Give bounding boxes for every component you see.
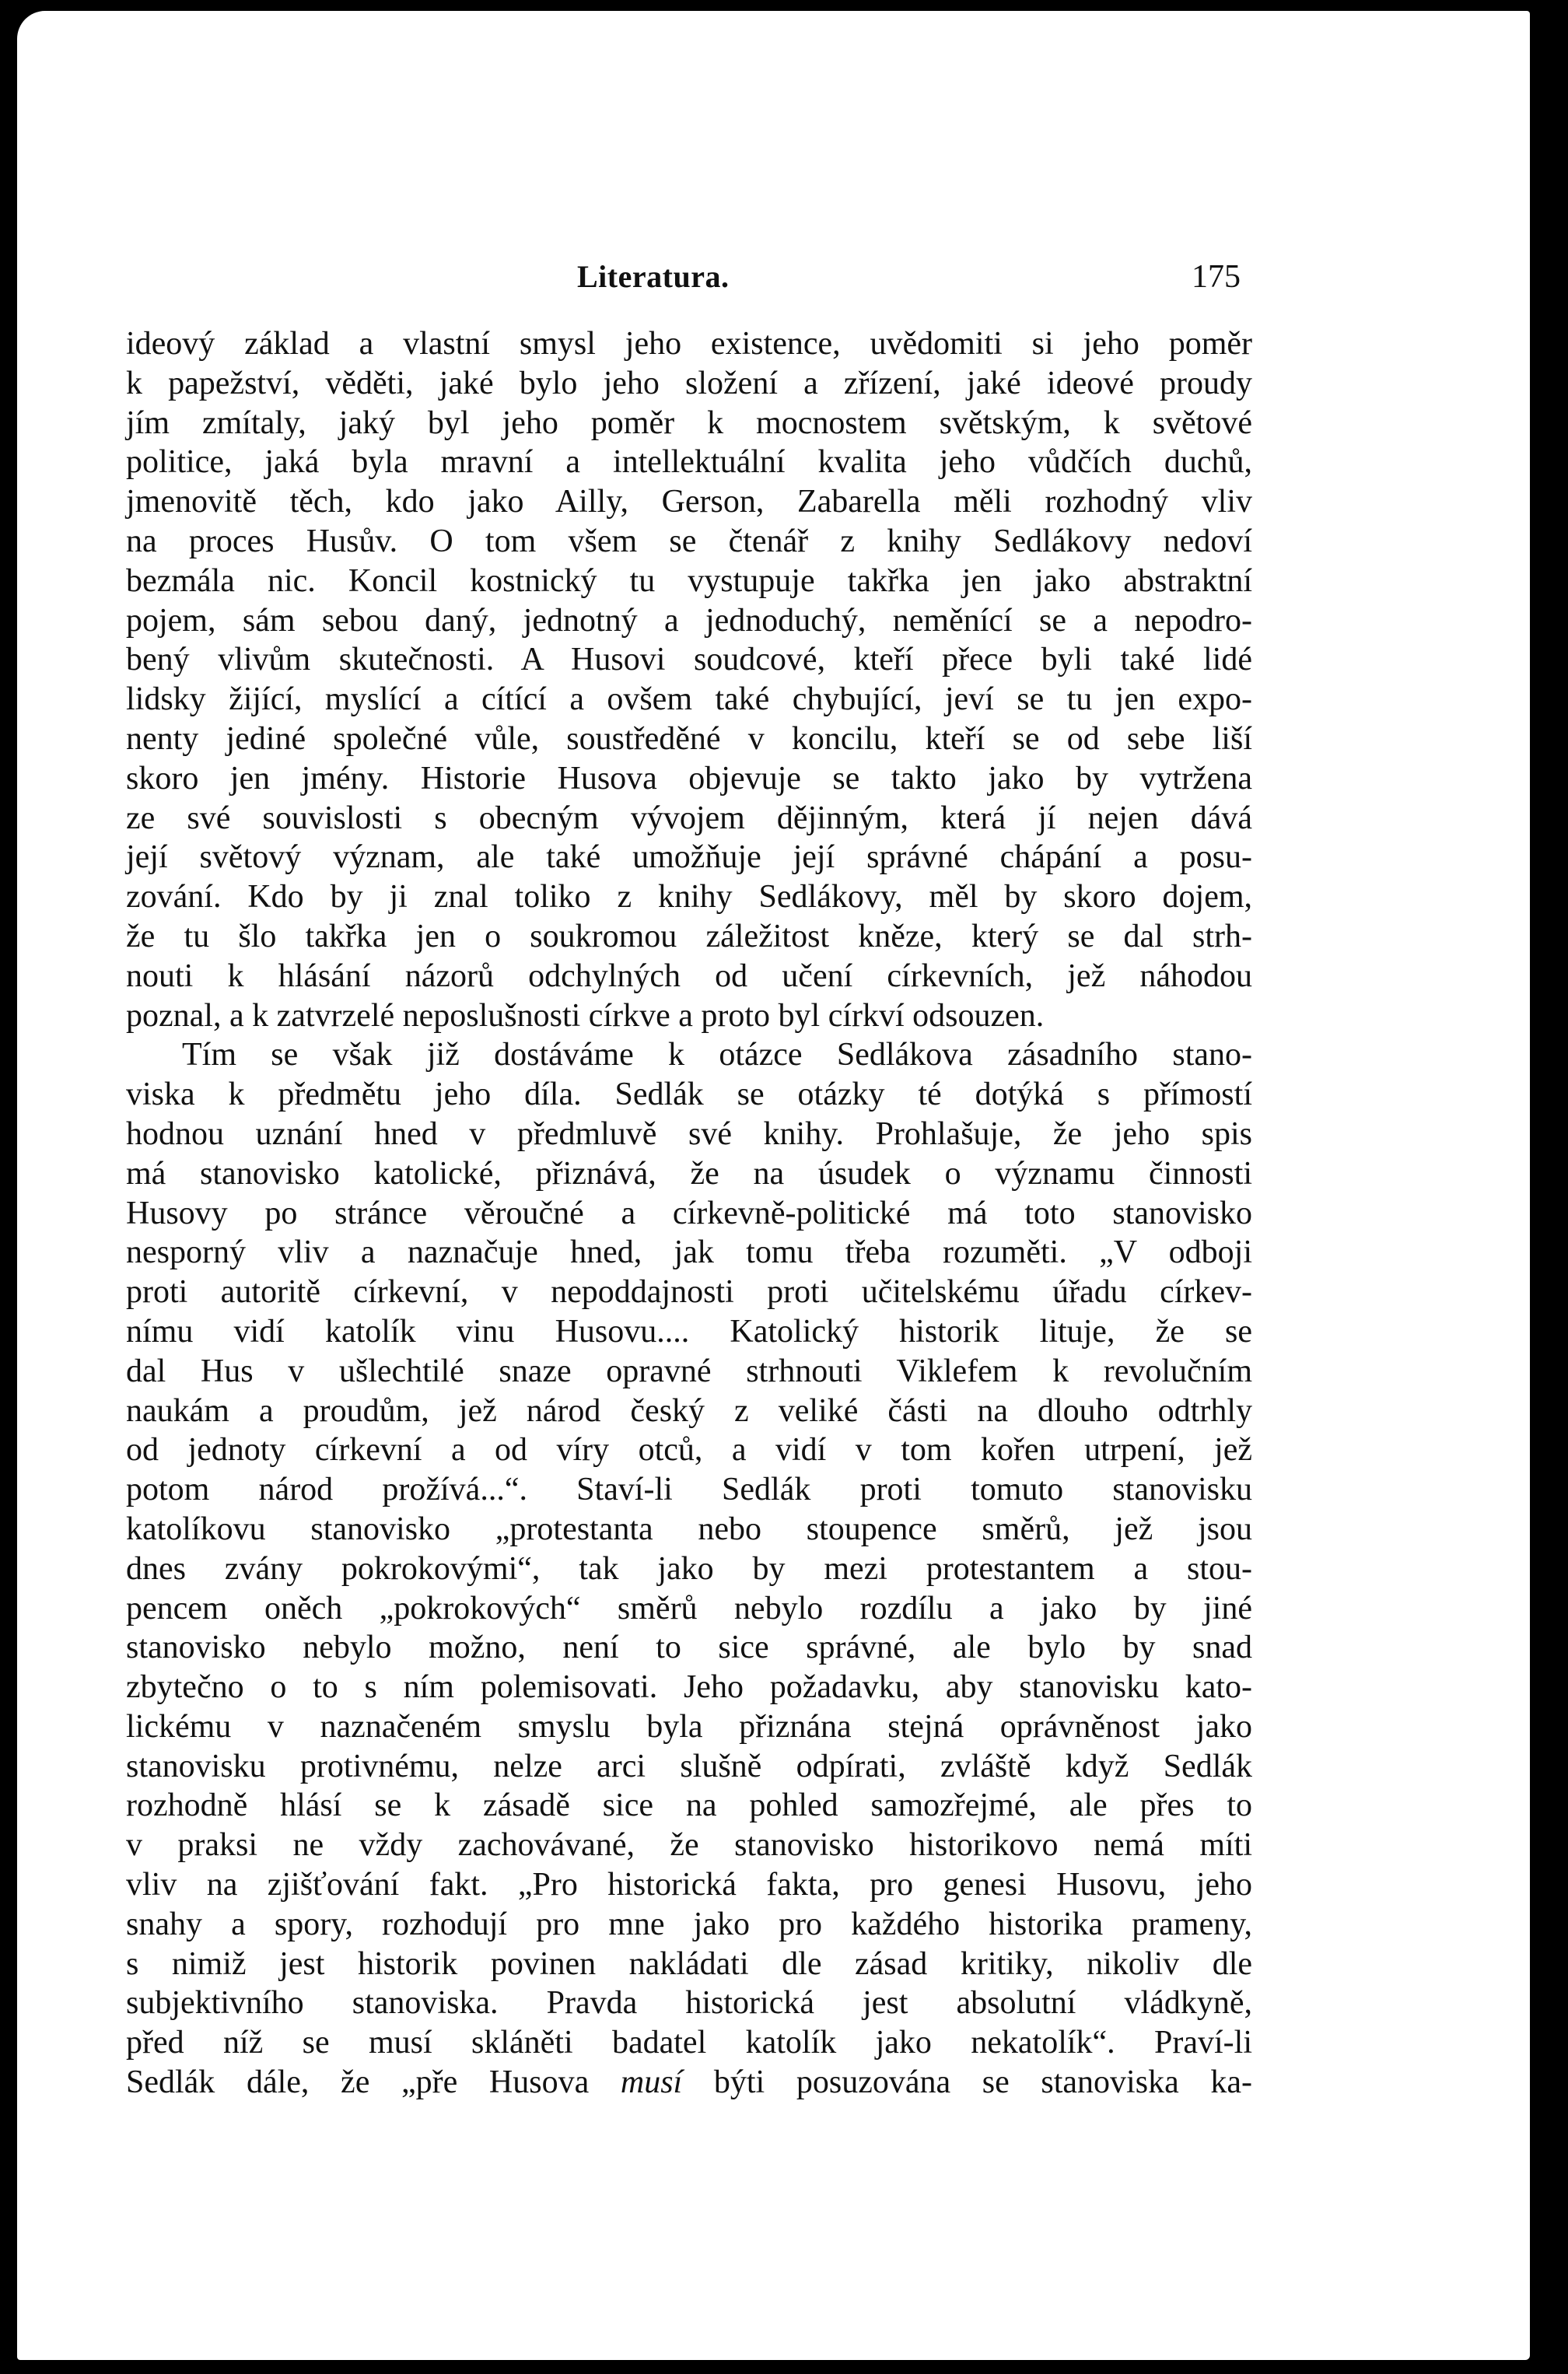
text-line: proti autoritě církevní, v nepoddajnosti proti učitelskému úřadu církev- [126, 1274, 1252, 1311]
text-line: ideový základ a vlastní smysl jeho existence, uvědomiti si jeho poměr [126, 326, 1252, 362]
text-line-final [126, 2063, 1252, 2103]
body-text [126, 324, 1252, 2103]
text-line: rozhodně hlásí se k zásadě sice na pohled samozřejmé, ale přes to [126, 1788, 1252, 1824]
text-line: nouti k hlásání názorů odchylných od učení církevních, jež náhodou [126, 958, 1252, 994]
text-line: jmenovitě těch, kdo jako Ailly, Gerson, Zabarella měli rozhodný vliv [126, 484, 1252, 520]
book-page [17, 11, 1530, 2360]
text-line: nenty jediné společné vůle, soustředěné v koncilu, kteří se od sebe liší [126, 720, 1252, 757]
text-line: od jednoty církevní a od víry otců, a vidí v tom kořen utrpení, jež [126, 1432, 1252, 1469]
text-line: snahy a spory, rozhodují pro mne jako pro každého historika prameny, [126, 1906, 1252, 1942]
text-line: nesporný vliv a naznačuje hned, jak tomu třeba rozuměti. „V odboji [126, 1234, 1252, 1271]
text-fragment: Sedlák dále, že „pře Husova [126, 2064, 621, 2101]
text-line: její světový význam, ale také umožňuje její správné chápání a posu- [126, 839, 1252, 876]
paragraph-first-line: Tím se však již dostáváme k otázce Sedlákova zásadního stano- [182, 1037, 1252, 1073]
text-line: subjektivního stanoviska. Pravda historická jest absolutní vládkyně, [126, 1985, 1252, 2022]
text-line: pencem oněch „pokrokových“ směrů nebylo rozdílu a jako by jiné [126, 1590, 1252, 1626]
text-line: lickému v naznačeném smyslu byla přiznána stejná oprávněnost jako [126, 1708, 1252, 1745]
text-line: zbytečno o to s ním polemisovati. Jeho požadavku, aby stanovisku kato- [126, 1669, 1252, 1706]
text-line: před níž se musí skláněti badatel katolík jako nekatolík“. Praví-li [126, 2025, 1252, 2061]
text-line: stanovisko nebylo možno, není to sice správné, ale bylo by snad [126, 1630, 1252, 1666]
text-line: jím zmítaly, jaký byl jeho poměr k mocnostem světským, k světové [126, 404, 1252, 441]
text-line: pojem, sám sebou daný, jednotný a jednoduchý, neměnící se a nepodro- [126, 602, 1252, 639]
italic-word: musí [620, 2064, 683, 2101]
text-line: dal Hus v ušlechtilé snaze opravné strhnouti Viklefem k revolučním [126, 1353, 1252, 1389]
page-number: 175 [1192, 259, 1241, 295]
text-line: bezmála nic. Koncil kostnický tu vystupuje takřka jen jako abstraktní [126, 562, 1252, 599]
running-title: Literatura. [577, 259, 730, 294]
text-line: vliv na zjišťování fakt. „Pro historická fakta, pro genesi Husovu, jeho [126, 1867, 1252, 1903]
text-line: hodnou uznání hned v předmluvě své knihy. Prohlašuje, že jeho spis [126, 1115, 1252, 1152]
text-line: má stanovisko katolické, přiznává, že na úsudek o významu činnosti [126, 1155, 1252, 1192]
text-line: lidsky žijící, myslící a cítící a ovšem také chybující, jeví se tu jen expo- [126, 681, 1252, 718]
text-line: na proces Husův. O tom všem se čtenář z knihy Sedlákovy nedoví [126, 523, 1252, 559]
text-line: viska k předmětu jeho díla. Sedlák se otázky té dotýká s přímostí [126, 1077, 1252, 1113]
text-line: potom národ prožívá...“. Staví-li Sedlák proti tomuto stanovisku [126, 1472, 1252, 1508]
text-line: ze své souvislosti s obecným vývojem dějinným, která jí nejen dává [126, 800, 1252, 836]
text-line: naukám a proudům, jež národ český z veliké části na dlouho odtrhly [126, 1392, 1252, 1429]
text-line: stanovisku protivnému, nelze arci slušně odpírati, zvláště když Sedlák [126, 1748, 1252, 1784]
text-line: že tu šlo takřka jen o soukromou záležitost kněze, který se dal strh- [126, 918, 1252, 954]
text-line: bený vlivům skutečnosti. A Husovi soudcové, kteří přece byli také lidé [126, 642, 1252, 678]
text-line: Husovy po stránce věroučné a církevně-politické má toto stanovisko [126, 1195, 1252, 1231]
text-line: poznal, a k zatvrzelé neposlušnosti církve a proto byl církví odsouzen. [126, 997, 1045, 1034]
text-fragment: býti posuzována se stanoviska ka- [682, 2064, 1252, 2101]
text-line: politice, jaká byla mravní a intellektuální kvalita jeho vůdčích duchů, [126, 444, 1252, 481]
text-line: katolíkovu stanovisko „protestanta nebo stoupence směrů, jež jsou [126, 1511, 1252, 1547]
text-line: v praksi ne vždy zachovávané, že stanovisko historikovo nemá míti [126, 1827, 1252, 1864]
page-header [17, 254, 1530, 300]
text-line: s nimiž jest historik povinen nakládati dle zásad kritiky, nikoliv dle [126, 1945, 1252, 1982]
text-line: zování. Kdo by ji znal toliko z knihy Sedlákovy, měl by skoro dojem, [126, 879, 1252, 916]
text-line: dnes zvány pokrokovými“, tak jako by mezi protestantem a stou- [126, 1550, 1252, 1587]
text-line: k papežství, věděti, jaké bylo jeho složení a zřízení, jaké ideové proudy [126, 365, 1252, 401]
text-line: skoro jen jmény. Historie Husova objevuje se takto jako by vytržena [126, 760, 1252, 797]
text-line: nímu vidí katolík vinu Husovu.... Katolický historik lituje, že se [126, 1313, 1252, 1350]
